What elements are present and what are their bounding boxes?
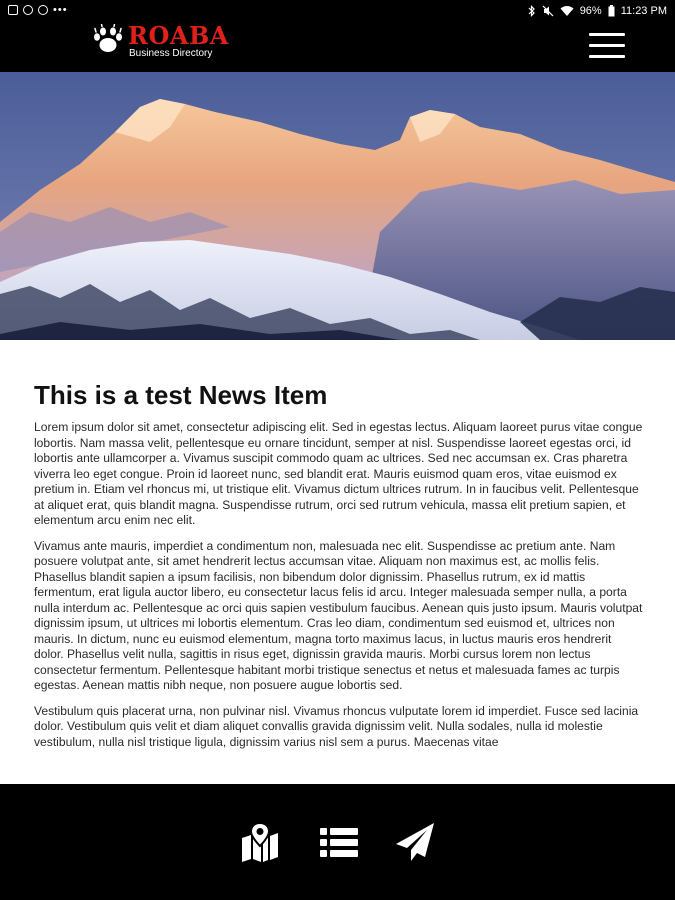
logo-name: ROABA xyxy=(128,21,229,50)
logo-subtitle: Business Directory xyxy=(129,48,213,59)
article-body xyxy=(34,420,644,760)
android-notification-icon xyxy=(23,5,33,15)
clock: 11:23 PM xyxy=(620,5,667,17)
article-paragraph: Vivamus ante mauris, imperdiet a condimentum non, malesuada nec elit. Suspendisse ac pretium ante. Nam posuere volutpat ante, sit amet hendrerit lectus accumsan vitae. Aliquam non maximus est, ac mollis felis. Phasellus blandit sapien a ipsum facilisis, non bibendum dolor dignissim. Phasellus rutrum, ex id mattis fermentum, erat ligula auctor libero, eu consectetur lacus felis id arcu. Integer malesuada semper nulla, a porta nulla interdum ac. Pellentesque ac orci quis sapien vestibulum faucibus. Aenean quis justo ipsum. Mauris volutpat dignissim ipsum, ut ultrices mi lobortis elementum. Cras leo diam, condimentum sed euismod et, ultrices non mauris. In dictum, nunc eu euismod elementum, magna torto maximus lacus, in luctus mauris eros hendrerit dolor. Phasellus velit nulla, sagittis in risus eget, dignissin gravida mauris. Morbi cursus lorem non lectus consectetur fermentum. Pellentesque habitant morbi tristique senectus et netus et malesuada fames ac turpis egestas. Aenean mattis nibh neque, non posuere augue lobortis sed. xyxy=(34,538,643,692)
send-icon[interactable] xyxy=(394,822,438,862)
hero-image xyxy=(0,72,675,340)
list-icon[interactable] xyxy=(317,822,361,862)
wifi-icon xyxy=(560,5,574,17)
article-title: This is a test News Item xyxy=(34,380,328,410)
notification-icons xyxy=(8,5,68,15)
battery-icon xyxy=(608,5,615,17)
battery-percentage: 96% xyxy=(579,5,602,17)
image-notification-icon xyxy=(8,5,18,15)
bluetooth-icon xyxy=(528,5,536,17)
bear-paw-icon xyxy=(92,24,124,56)
article-paragraph: Lorem ipsum dolor sit amet, consectetur adipiscing elit. Sed in egestas lectus. Aliquam laoreet purus vitae congue lobortis. Nam massa velit, pellentesque eu ornare tincidunt, semper at nisl. Suspendisse laoreet egestas orci, id lobortis ante ullamcorper a. Vivamus suscipit commodo quam ac ultrices. Sed nec accumsan ex. Cras pharetra viverra leo eget congue. Proin id laoreet nunc, sed blandit erat. Mauris euismod quam eros, vitae euismod ex pretium in. Etiam vel rhoncus mi, ut tristique elit. Vivamus dictum ultrices rutrum. In in faucibus velit. Pellentesque at aliquet erat, quis blandit magna. Suspendisse rutrum, orci sed rutrum vehicula, massa elit pretium sapien, et elementum arcu enim nec elit. xyxy=(34,420,643,527)
map-icon[interactable] xyxy=(238,822,282,862)
article-paragraph: Vestibulum quis placerat urna, non pulvinar nisl. Vivamus rhoncus vulputate lorem id imperdiet. Fusce sed lacinia dolor. Vestibulum quis velit et diam aliquet convallis gravida dignissim velit. Nulla sodales, nulla id molestie vestibulum, nulla nisl tristique ligula, dignissim varius nisl sem a purus. Maecenas vitae xyxy=(34,703,639,749)
mute-icon xyxy=(542,5,554,17)
news-article xyxy=(0,340,675,784)
roaba-logo[interactable] xyxy=(92,21,262,64)
bottom-navigation xyxy=(0,784,675,900)
status-bar xyxy=(0,0,675,24)
location-notification-icon xyxy=(38,5,48,15)
app-header xyxy=(0,21,675,72)
more-notifications-icon: ••• xyxy=(53,4,68,16)
system-icons xyxy=(528,5,667,17)
hamburger-menu-icon[interactable] xyxy=(589,33,625,59)
